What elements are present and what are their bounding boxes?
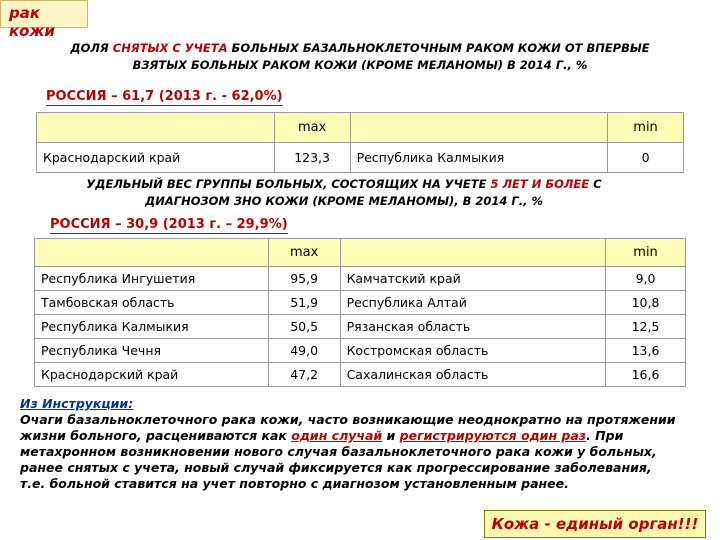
table-row xyxy=(35,339,686,363)
header-cell xyxy=(35,239,269,267)
russia-value-2: РОССИЯ – 30,9 (2013 г. – 29,9%) xyxy=(50,217,288,232)
max-value: 49,0 xyxy=(268,339,340,363)
instruction-text: Очаги базальноклеточного рака кожи, часто возникающие неоднократно на протяжении жизни больного, расцениваются как xyxy=(20,412,676,443)
heading-text: С xyxy=(589,177,602,191)
max-value: 47,2 xyxy=(268,363,340,387)
max-value: 51,9 xyxy=(268,291,340,315)
table-header-row xyxy=(35,239,686,267)
min-value: 13,6 xyxy=(606,339,686,363)
max-region: Республика Чечня xyxy=(35,339,269,363)
max-region: Краснодарский край xyxy=(35,363,269,387)
table-5year-share xyxy=(34,238,686,387)
table-row xyxy=(35,363,686,387)
max-value: 123,3 xyxy=(274,143,350,173)
heading-highlight: 5 ЛЕТ И БОЛЕЕ xyxy=(490,177,590,191)
table-header-row xyxy=(37,113,684,143)
heading-text: ДИАГНОЗОМ ЗНО КОЖИ (КРОМЕ МЕЛАНОМЫ), В 2014 Г., % xyxy=(144,194,544,208)
min-region: Республика Алтай xyxy=(340,291,606,315)
header-cell xyxy=(350,113,608,143)
instruction-block xyxy=(20,396,680,492)
max-region: Тамбовская область xyxy=(35,291,269,315)
heading-highlight: СНЯТЫХ С УЧЕТА xyxy=(112,41,228,55)
min-region: Камчатский край xyxy=(340,267,606,291)
skin-callout: Кожа - единый орган!!! xyxy=(484,510,706,538)
table-row xyxy=(37,143,684,173)
min-value: 9,0 xyxy=(606,267,686,291)
topic-tag: рак кожи xyxy=(0,0,88,28)
min-value: 10,8 xyxy=(606,291,686,315)
heading-text: БОЛЬНЫХ БАЗАЛЬНОКЛЕТОЧНЫМ РАКОМ КОЖИ ОТ ВПЕРВЫЕ xyxy=(227,41,650,55)
header-cell xyxy=(37,113,275,143)
max-region: Республика Калмыкия xyxy=(35,315,269,339)
table-row xyxy=(35,267,686,291)
max-value: 95,9 xyxy=(268,267,340,291)
max-header: max xyxy=(274,113,350,143)
min-header: min xyxy=(606,239,686,267)
instruction-text: . При метахронном возникновении нового случая базальноклеточного рака кожи у больных, ранее снятых с учета, новый случай фиксируется как прогрессирование заболевания, т.е. больной ставится на учет повторно с диагнозом установленным ранее. xyxy=(20,428,657,491)
max-region: Краснодарский край xyxy=(37,143,275,173)
min-value: 0 xyxy=(608,143,684,173)
min-region: Сахалинская область xyxy=(340,363,606,387)
instruction-title: Из Инструкции: xyxy=(20,396,134,411)
table-row xyxy=(35,291,686,315)
table-row xyxy=(35,315,686,339)
russia-value-1: РОССИЯ – 61,7 (2013 г. - 62,0%) xyxy=(46,89,283,104)
min-region: Республика Калмыкия xyxy=(350,143,608,173)
max-value: 50,5 xyxy=(268,315,340,339)
instruction-text: и xyxy=(382,428,400,443)
heading-text: ДОЛЯ xyxy=(70,41,113,55)
max-header: max xyxy=(268,239,340,267)
header-cell xyxy=(340,239,606,267)
min-value: 12,5 xyxy=(606,315,686,339)
heading-removed-share xyxy=(30,40,690,74)
heading-text: УДЕЛЬНЫЙ ВЕС ГРУППЫ БОЛЬНЫХ, СОСТОЯЩИХ НА УЧЕТЕ xyxy=(86,177,491,191)
instruction-highlight: регистрируются один раз xyxy=(399,428,587,443)
min-region: Рязанская область xyxy=(340,315,606,339)
table-removed-share xyxy=(36,112,684,173)
heading-5year-share xyxy=(24,176,664,210)
min-region: Костромская область xyxy=(340,339,606,363)
max-region: Республика Ингушетия xyxy=(35,267,269,291)
heading-text: ВЗЯТЫХ БОЛЬНЫХ РАКОМ КОЖИ (КРОМЕ МЕЛАНОМЫ) В 2014 Г., % xyxy=(132,58,588,72)
instruction-highlight: один случай xyxy=(291,428,383,443)
min-value: 16,6 xyxy=(606,363,686,387)
min-header: min xyxy=(608,113,684,143)
